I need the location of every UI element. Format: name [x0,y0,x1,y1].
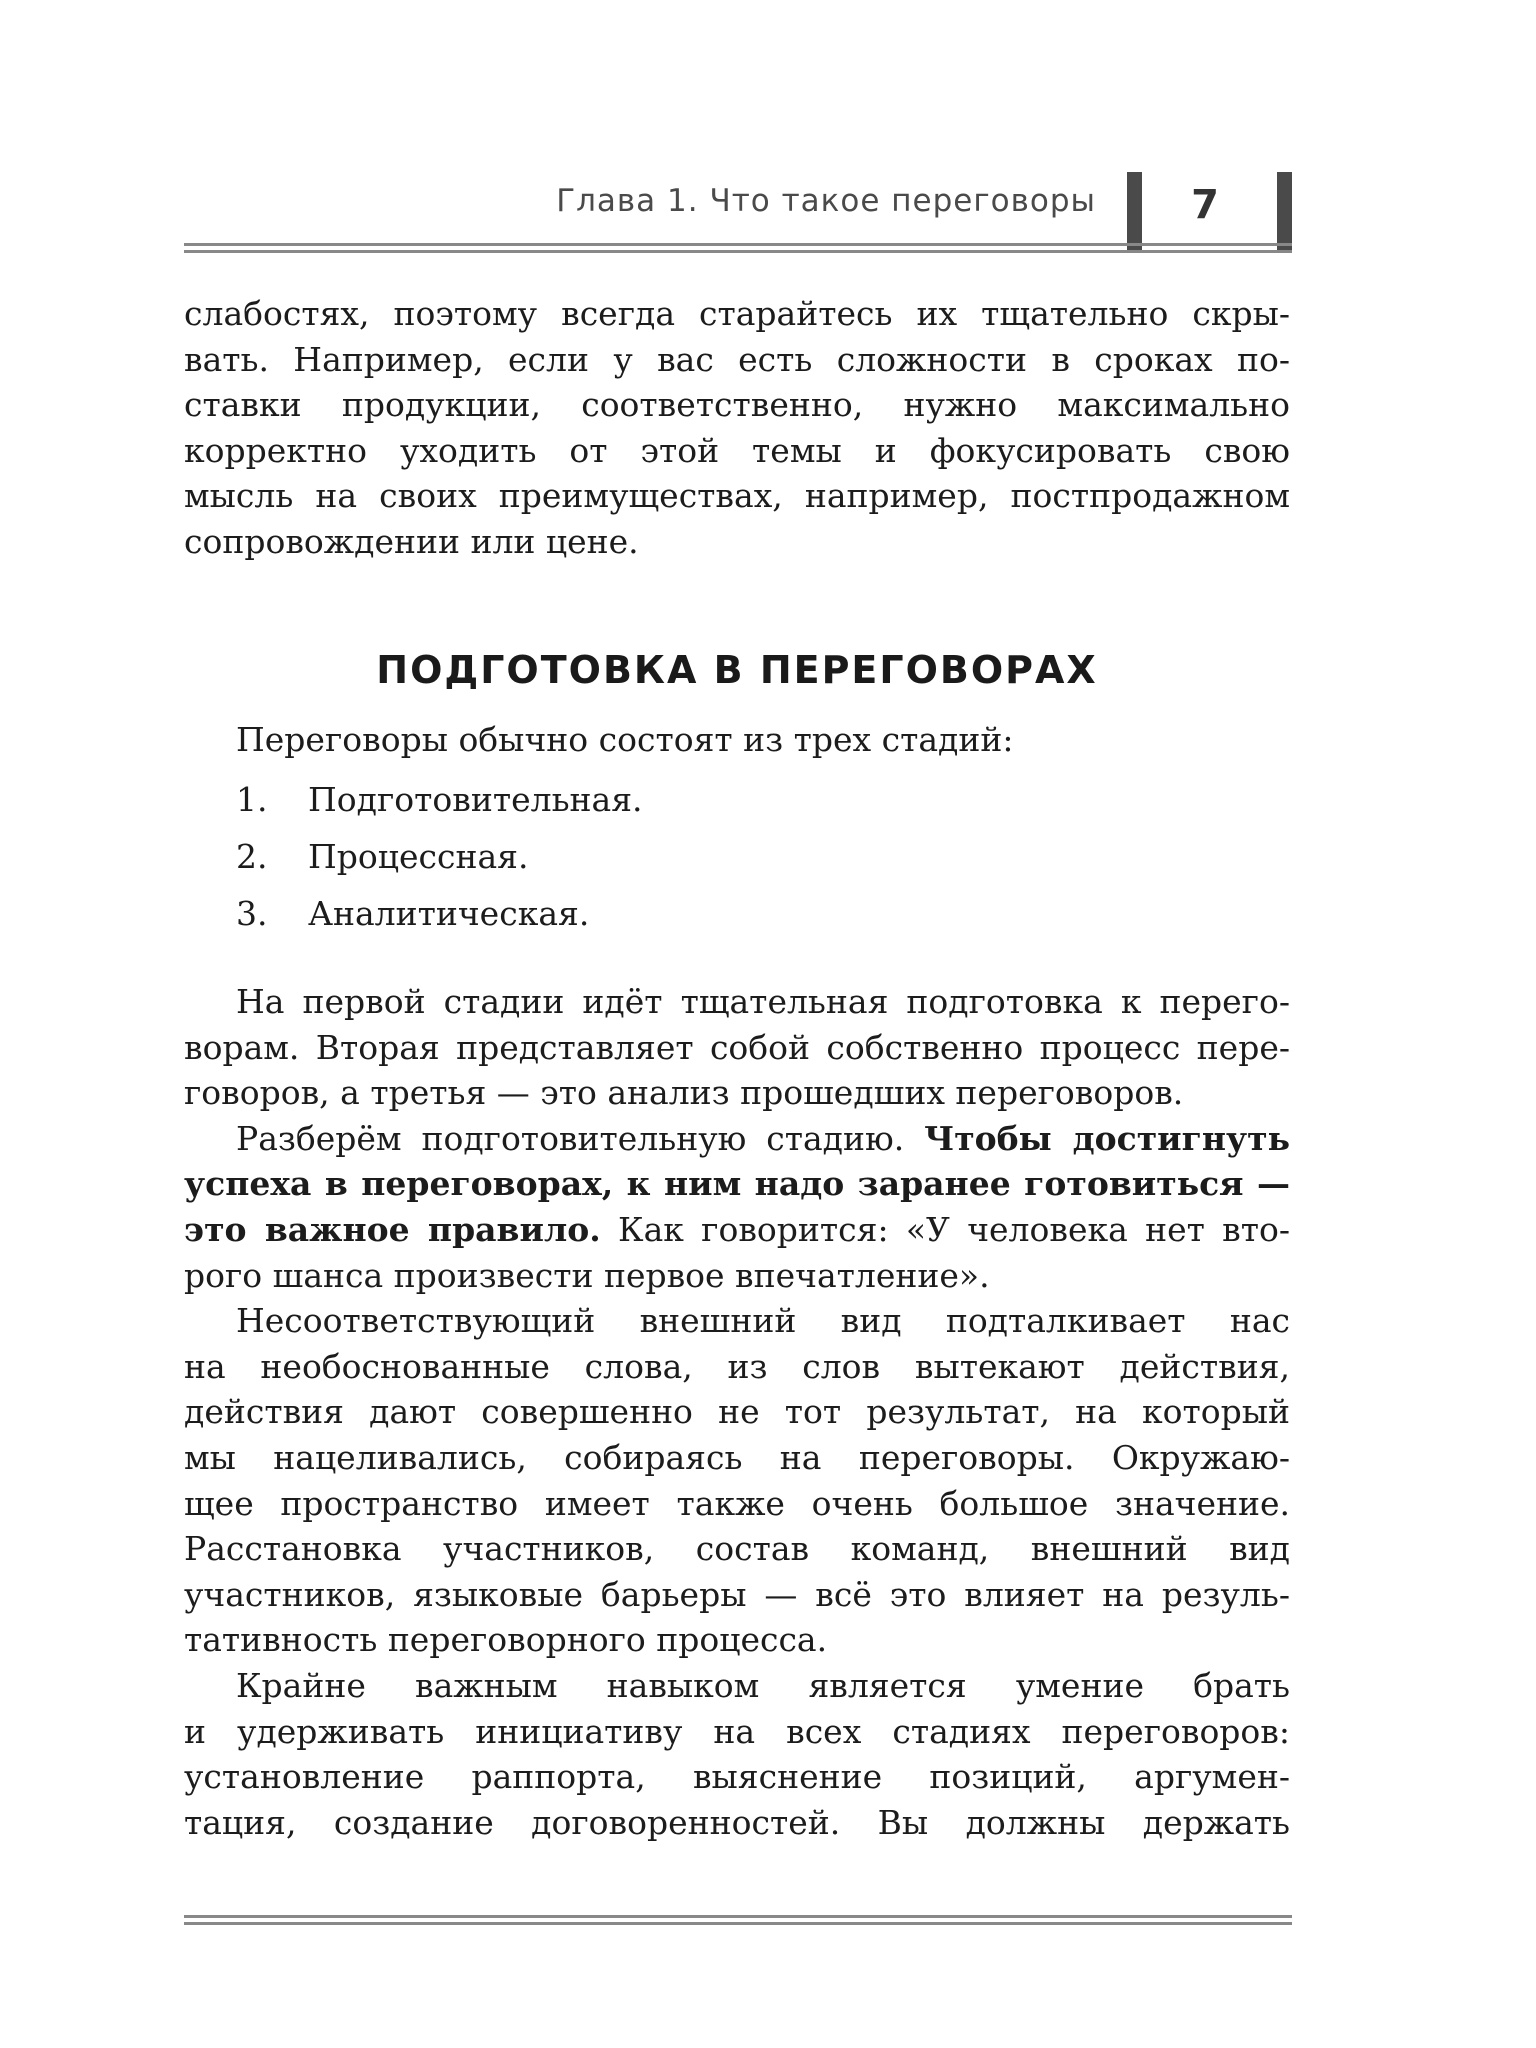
text-line: Крайне важным навыком является умение брать [236,1665,1290,1705]
text-line: тация, создание договоренностей. Вы должны держать [184,1802,1290,1842]
paragraph-1 [184,291,1290,565]
section-heading: ПОДГОТОВКА В ПЕРЕГОВОРАХ [376,648,1098,692]
list-label: Процессная. [308,837,529,876]
text-line: вать. Например, если у вас есть сложности в сроках по- [184,339,1290,379]
list-number: 2. [236,837,268,876]
header-bar-right [1277,172,1292,250]
text-line [184,1116,1290,1162]
bold-text-run: это важное правило. [184,1209,601,1249]
text-line: сопровождении или цене. [184,521,639,561]
list-label: Подготовительная. [308,780,643,819]
text-line: рого шанса произвести первое впечатление». [184,1255,990,1295]
text-line: ставки продукции, соответственно, нужно максимально [184,385,1290,425]
text-line: слабостях, поэтому всегда старайтесь их тщательно скры- [184,294,1290,333]
list-number: 3. [236,894,268,933]
text-line: и удерживать инициативу на всех стадиях переговоров: [184,1711,1290,1751]
running-header-chapter-title: Глава 1. Что такое переговоры [556,183,1096,219]
text-line: Расстановка участников, состав команд, внешний вид [184,1529,1290,1569]
text-line: корректно уходить от этой темы и фокусировать свою [184,430,1290,470]
header-rule [184,250,1292,253]
text-line: участников, языковые барьеры — всё это влияет на резуль- [184,1574,1290,1614]
text-line: На первой стадии идёт тщательная подготовка к перего- [236,982,1290,1021]
page-number: 7 [1191,182,1219,228]
text-line [184,1207,1290,1253]
body-paragraphs [184,979,1290,1845]
header-bar-left [1127,172,1142,250]
text-line: щее пространство имеет также очень большое значение. [184,1483,1290,1523]
list-label: Аналитическая. [308,894,590,933]
text-line: действия дают совершенно не тот результат, на который [184,1392,1290,1432]
text-line: мы нацеливались, собираясь на переговоры. Окружаю- [184,1437,1290,1477]
list-item [236,837,643,894]
text-line: Несоответствующий внешний вид подталкивает нас [236,1301,1290,1341]
list-number: 1. [236,780,268,819]
text-line: мысль на своих преимуществах, например, постпродажном [184,476,1290,516]
text-run: Как говорится: «У человека нет вто- [600,1209,1291,1249]
text-run: Разберём подготовительную стадию. [236,1118,925,1158]
text-line [184,1161,1290,1207]
list-item [236,780,643,837]
section-intro: Переговоры обычно состоят из трех стадий: [236,720,1014,759]
footer-rule [184,1915,1292,1918]
text-line: на необоснованные слова, из слов вытекают действия, [184,1346,1290,1386]
text-line: установление раппорта, выяснение позиций, аргумен- [184,1757,1290,1797]
bold-text-run: успеха в переговорах, к ним надо заранее готовиться — [184,1164,1290,1204]
bold-text-run: Чтобы достигнуть [924,1118,1291,1158]
text-line: говоров, а третья — это анализ прошедших переговоров. [184,1073,1184,1113]
list-item [236,894,643,951]
text-line: тативность переговорного процесса. [184,1620,828,1660]
header-rule [184,243,1292,246]
footer-rule [184,1922,1292,1925]
stages-list [236,780,643,951]
text-line: ворам. Вторая представляет собой собственно процесс пере- [184,1027,1290,1067]
